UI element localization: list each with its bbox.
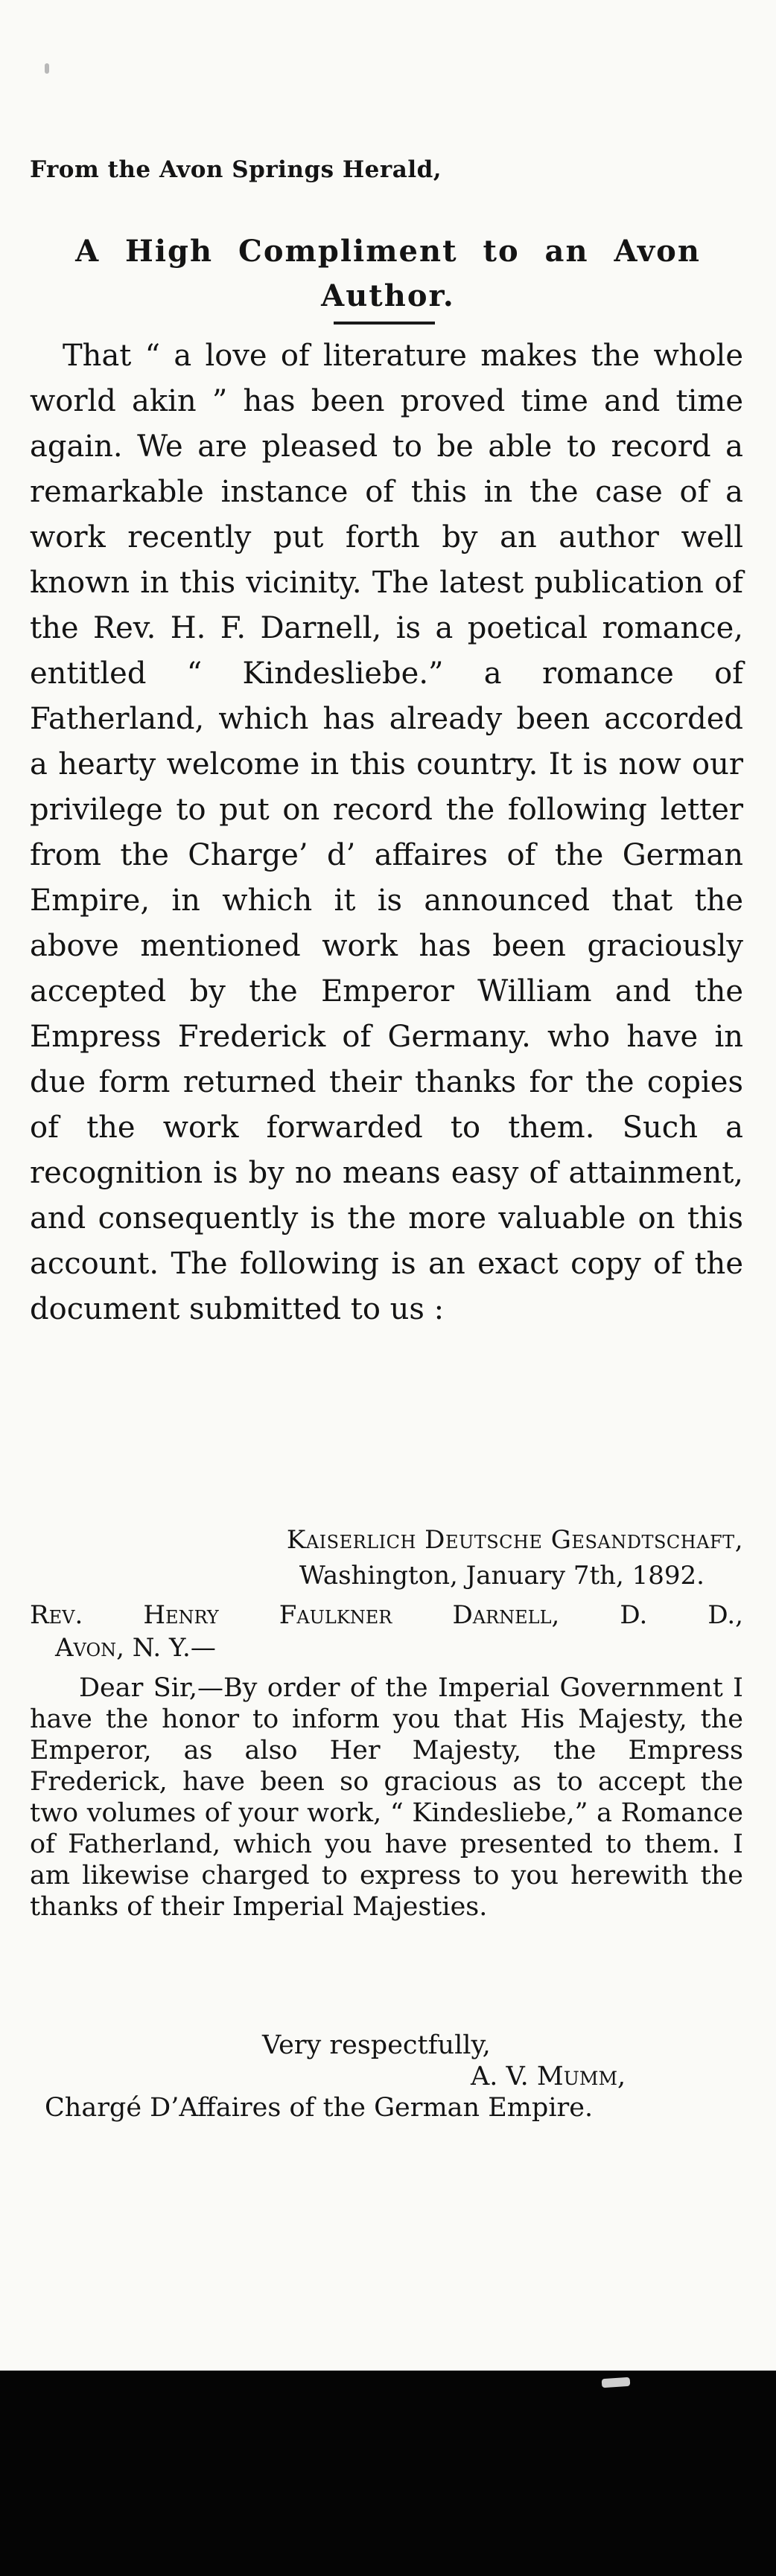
headline-line-1: A High Compliment to an Avon <box>75 234 701 269</box>
source-line: From the Avon Springs Herald, <box>30 156 442 183</box>
article-body-text: That “ a love of literature makes the whole world akin ” has been proved time and time again. We are pleased to be able to record a remarkable instance of this in the case of a work recently put forth by an author well known in this vicinity. The latest publication of the Rev. H. F. Darnell, is a poetical romance, entitled “ Kindesliebe.” a romance of Fatherland, which has already been accorded a hearty welcome in this country. It is now our privilege to put on record the following letter from the Charge’ d’ affaires of the German Empire, in which it is announced that the above mentioned work has been graciously accepted by the Emperor William and the Empress Frederick of Germany. who have in due form returned their thanks for the copies of the work forwarded to them. Such a recognition is by no means easy of attainment, and consequently is the more valuable on this account. The following is an exact copy of the document submitted to us : <box>30 339 743 1326</box>
addressee-name: Rev. Henry Faulkner Darnell, D. D., <box>30 1600 743 1630</box>
signer-title: Chargé D’Affaires of the German Empire. <box>45 2093 594 2123</box>
letter-body <box>30 1672 743 1923</box>
scan-border-band <box>0 2371 776 2576</box>
signature: A. V. Mumm, <box>471 2062 626 2091</box>
letter-heading <box>30 1522 743 1594</box>
letter-body-text: Dear Sir,—By order of the Imperial Government I have the honor to inform you that His Majesty, the Emperor, as also Her Majesty, the Empress Frederick, have been so gracious as to accept the two volumes of your work, “ Kindesliebe,” a Romance of Fatherland, which you have presented to them. I am likewise charged to express to you herewith the thanks of their Imperial Majesties. <box>30 1673 743 1922</box>
headline-line-2: Author. <box>321 278 455 313</box>
article-body <box>30 333 743 1332</box>
addressee-place: Avon, N. Y.— <box>55 1633 216 1663</box>
closing-salutation: Very respectfully, <box>262 2030 491 2060</box>
letter-place-date: Washington, January 7th, 1892. <box>299 1561 705 1591</box>
paper-smudge <box>45 63 49 74</box>
letter-closing <box>30 2030 743 2123</box>
letter-addressee <box>30 1599 743 1664</box>
embassy-name: Kaiserlich Deutsche Gesandtschaft, <box>286 1525 743 1555</box>
headline-rule <box>334 322 435 325</box>
article-headline <box>30 229 746 319</box>
